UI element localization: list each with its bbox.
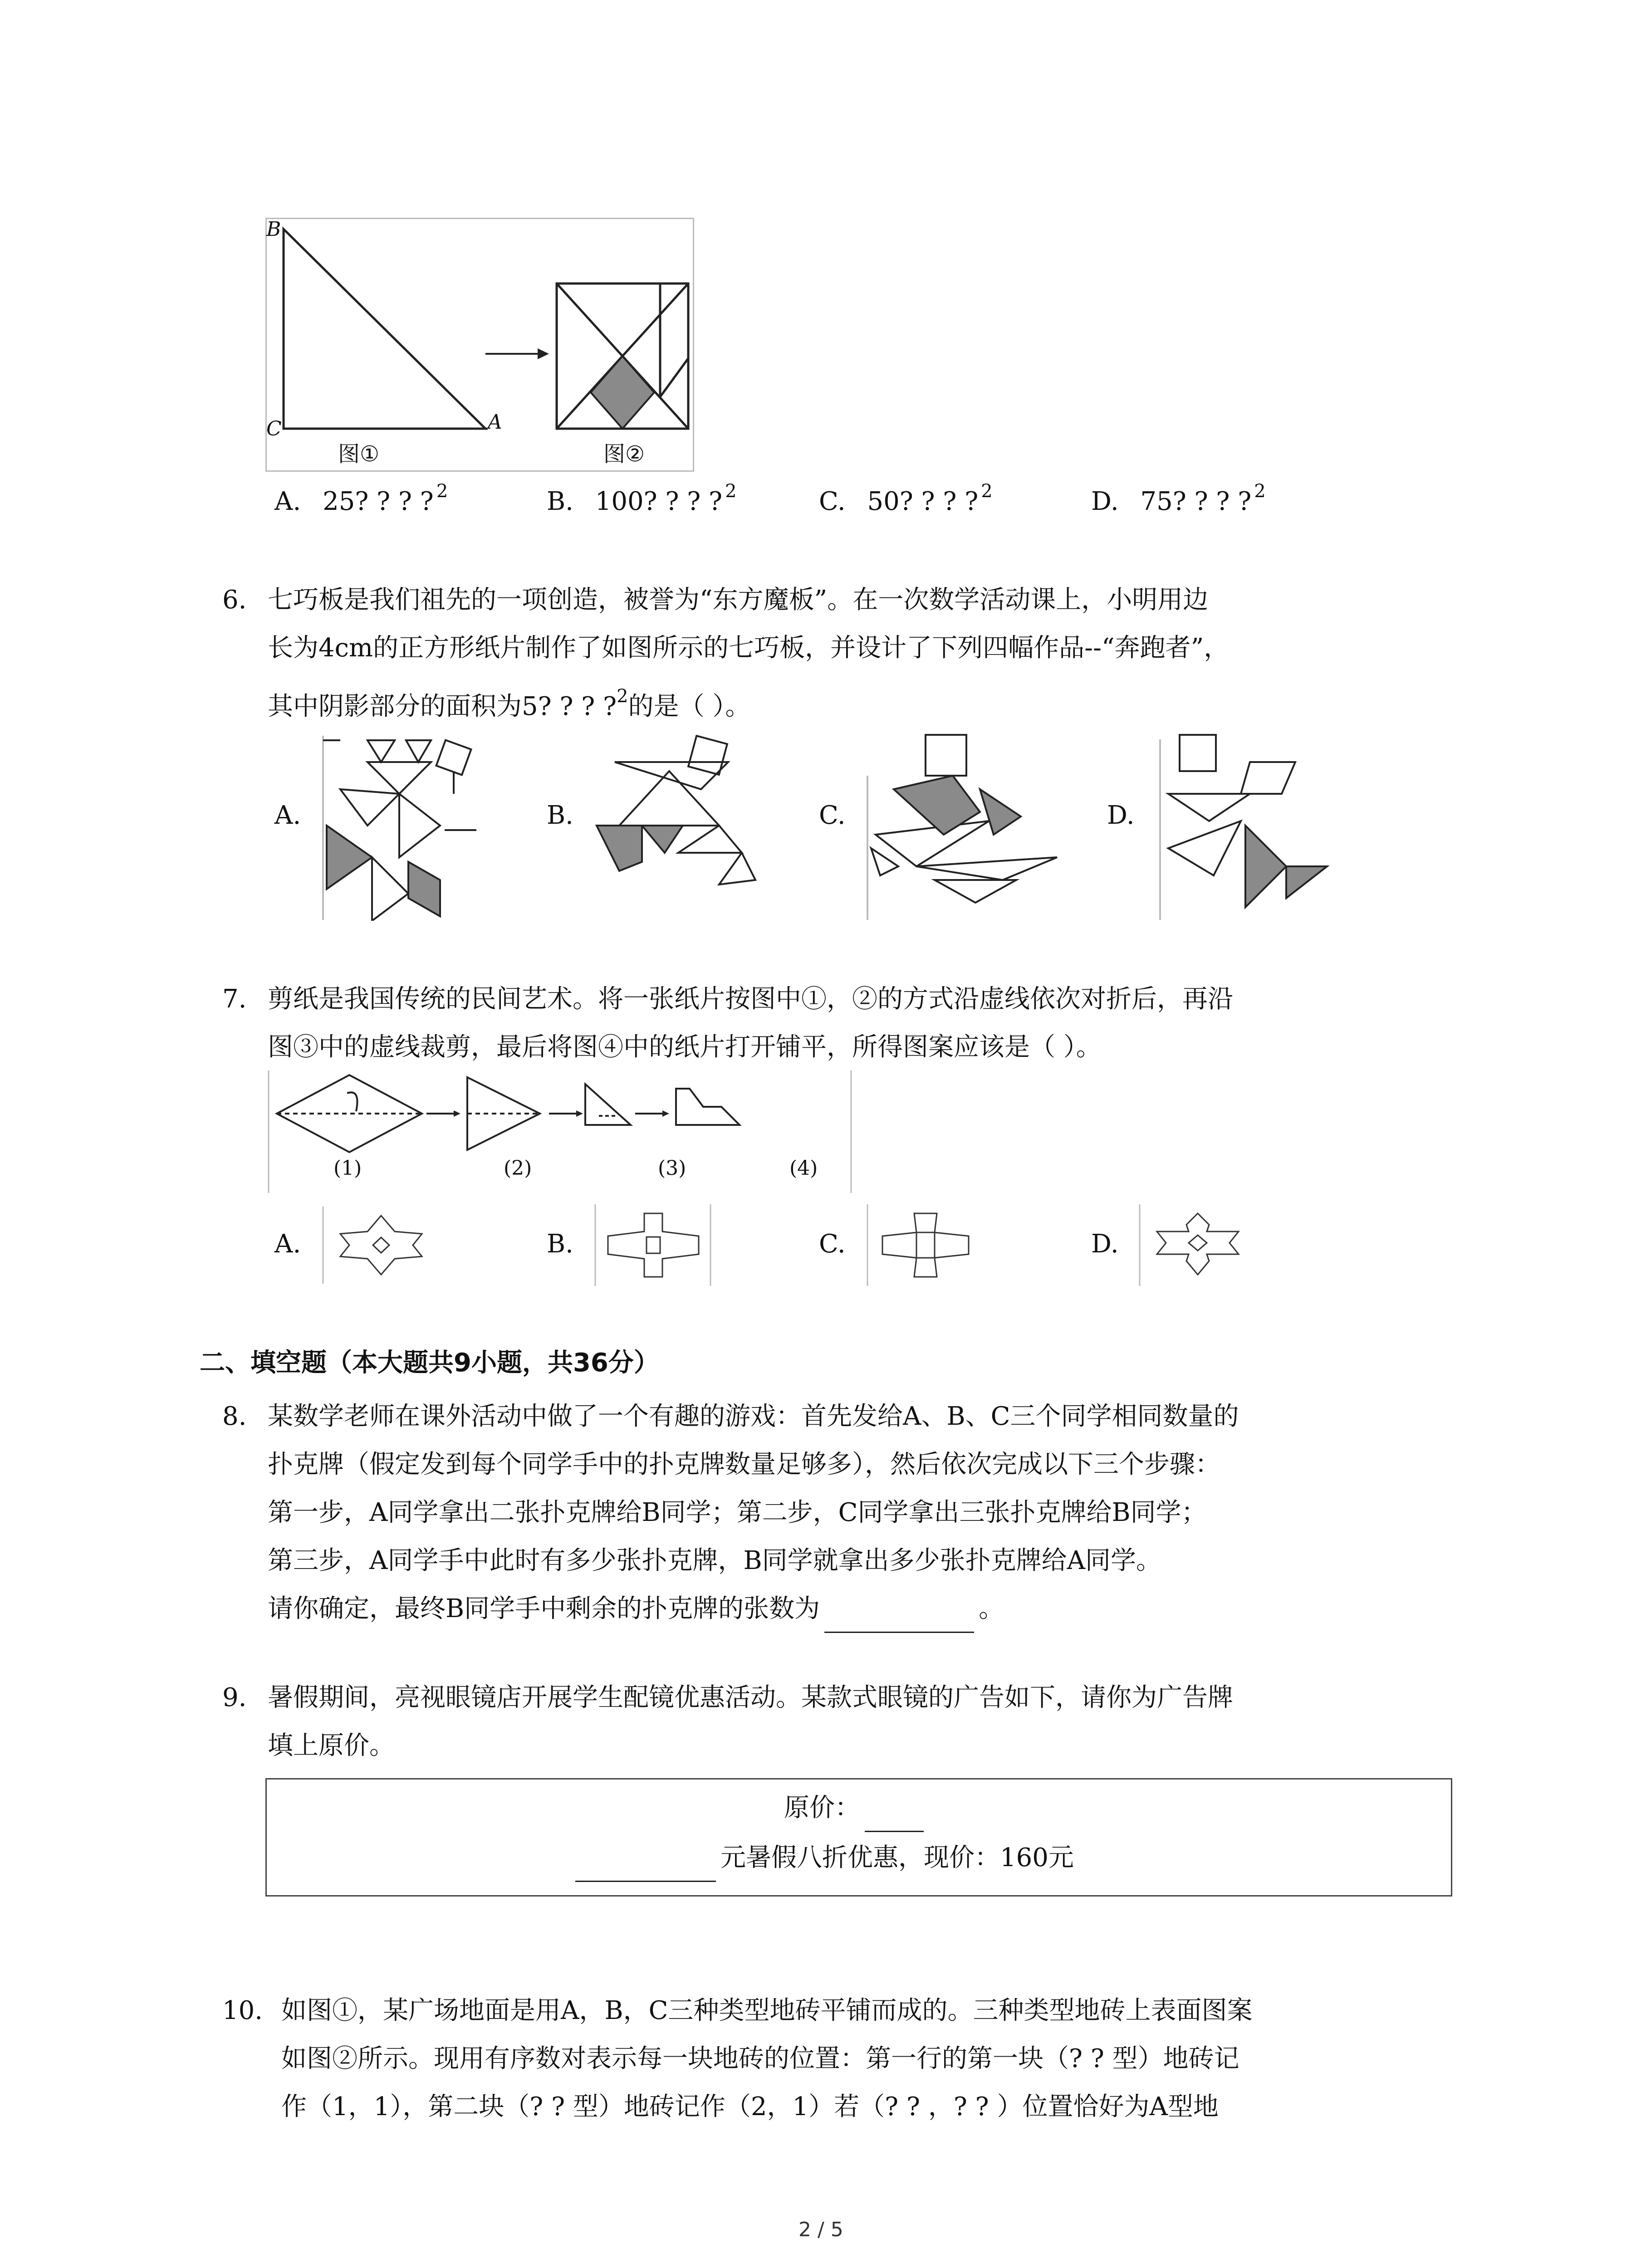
q7-step4-label: (4): [789, 1157, 818, 1180]
q5-fig1-caption: 图①: [338, 441, 380, 467]
q6-option-a-figure[interactable]: [322, 735, 495, 921]
q7-option-d-letter[interactable]: D.: [1091, 1229, 1119, 1259]
q8-line5-tail: 。: [979, 1594, 1004, 1623]
q6-number: 6.: [222, 585, 247, 615]
page-number: 2 / 5: [798, 2218, 843, 2241]
q6-line2: 长为4cm的正方形纸片制作了如图所示的七巧板，并设计了下列四幅作品--“奔跑者”，: [268, 633, 1230, 663]
q7-option-d-figure[interactable]: [1139, 1204, 1257, 1286]
q5-option-c-sup: 2: [981, 481, 993, 502]
q8-line5-text: 请你确定，最终B同学手中剩余的扑克牌的张数为: [268, 1594, 820, 1623]
q7-option-c-figure[interactable]: [867, 1204, 985, 1286]
q9-line1: 暑假期间，亮视眼镜店开展学生配镜优惠活动。某款式眼镜的广告如下，请你为广告牌: [268, 1683, 1233, 1712]
q5-fig2-caption: 图②: [603, 441, 645, 467]
q5-label-b: B: [266, 218, 281, 241]
q7-step2-label: (2): [504, 1157, 532, 1180]
q7-option-c-letter[interactable]: C.: [819, 1229, 846, 1259]
q6-option-d-letter[interactable]: D.: [1107, 801, 1135, 830]
q6-option-b-figure[interactable]: [592, 735, 769, 921]
q9-ad-blank-short[interactable]: [865, 1803, 924, 1832]
q6-line3: [268, 672, 750, 731]
q5-option-a-value: 25? ? ? ?: [323, 487, 434, 516]
q9-ad-board: [265, 1778, 1452, 1897]
q6-option-d-figure[interactable]: [1159, 730, 1341, 921]
q9-ad-original-label: 原价：: [784, 1793, 860, 1823]
q6-line3-sup: 2: [617, 686, 628, 707]
q7-steps-figure: [268, 1070, 853, 1193]
q5-label-c: C: [266, 417, 282, 440]
q9-line2: 填上原价。: [268, 1731, 395, 1760]
q5-option-c[interactable]: [819, 481, 993, 516]
q9-ad-line1: [784, 1784, 928, 1832]
q5-option-d-letter: D.: [1091, 487, 1119, 516]
q5-option-b-sup: 2: [725, 481, 737, 502]
q5-label-a: A: [488, 411, 502, 434]
q5-figure: [265, 218, 694, 472]
q10-line1: 如图①，某广场地面是用A，B，C三种类型地砖平铺而成的。三种类型地砖上表面图案: [281, 1996, 1253, 2025]
q6-option-c-letter[interactable]: C.: [819, 801, 846, 830]
q5-option-b-letter: B.: [547, 487, 573, 516]
q6-line3-text: 其中阴影部分的面积为5? ? ? ?: [268, 692, 617, 721]
q5-option-d-sup: 2: [1254, 481, 1266, 502]
q5-option-a[interactable]: [274, 481, 448, 516]
q5-option-c-value: 50? ? ? ?: [867, 487, 979, 516]
q5-option-b[interactable]: [547, 481, 737, 516]
q7-option-b-letter[interactable]: B.: [547, 1229, 573, 1259]
q6-line1: 七巧板是我们祖先的一项创造，被誉为“东方魔板”。在一次数学活动课上，小明用边: [268, 585, 1209, 615]
q8-number: 8.: [222, 1402, 247, 1431]
q5-option-c-letter: C.: [819, 487, 846, 516]
q8-line4: 第三步，A同学手中此时有多少张扑克牌，B同学就拿出多少张扑克牌给A同学。: [268, 1546, 1162, 1575]
q6-option-a-letter[interactable]: A.: [274, 801, 301, 830]
q9-ad-line2: [575, 1834, 1074, 1882]
q8-line3: 第一步，A同学拿出二张扑克牌给B同学；第二步，C同学拿出三张扑克牌给B同学；: [268, 1498, 1207, 1527]
q7-option-b-figure[interactable]: [594, 1204, 712, 1286]
q7-option-a-figure[interactable]: [322, 1207, 440, 1284]
q7-line2: 图③中的虚线裁剪，最后将图④中的纸片打开铺平，所得图案应该是（ ）。: [268, 1032, 1102, 1062]
q7-step1-label: (1): [333, 1157, 362, 1180]
q9-number: 9.: [222, 1683, 247, 1712]
q7-line1: 剪纸是我国传统的民间艺术。将一张纸片按图中①，②的方式沿虚线依次对折后，再沿: [268, 984, 1233, 1014]
q5-option-a-letter: A.: [274, 487, 301, 516]
q9-ad-price-blank[interactable]: [575, 1853, 716, 1882]
q8-line2: 扑克牌（假定发到每个同学手中的扑克牌数量足够多），然后依次完成以下三个步骤：: [268, 1450, 1220, 1479]
q5-option-b-value: 100? ? ? ?: [595, 487, 723, 516]
q8-line5: [268, 1585, 1004, 1633]
q10-line2: 如图②所示。现用有序数对表示每一块地砖的位置：第一行的第一块（? ? 型）地砖记: [281, 2044, 1239, 2073]
section2-title: 二、填空题（本大题共9小题，共36分）: [200, 1348, 659, 1378]
q8-answer-blank[interactable]: [824, 1603, 974, 1633]
q5-option-d-value: 75? ? ? ?: [1140, 487, 1252, 516]
q5-option-a-sup: 2: [436, 481, 448, 502]
q7-step3-label: (3): [658, 1157, 686, 1180]
q6-option-c-figure[interactable]: [867, 730, 1066, 921]
q6-line3-tail: 的是（ ）。: [628, 692, 751, 721]
q6-option-b-letter[interactable]: B.: [547, 801, 573, 830]
q8-line1: 某数学老师在课外活动中做了一个有趣的游戏：首先发给A、B、C三个同学相同数量的: [268, 1402, 1239, 1431]
q10-number: 10.: [222, 1996, 263, 2025]
q9-ad-discount-text: 元暑假八折优惠，现价：160元: [720, 1843, 1074, 1872]
q5-option-d[interactable]: [1091, 481, 1266, 516]
q10-line3: 作（1，1），第二块（? ? 型）地砖记作（2，1）若（? ? ，? ? ）位置恰好为A型地: [281, 2092, 1219, 2121]
q7-option-a-letter[interactable]: A.: [274, 1229, 301, 1259]
q7-number: 7.: [222, 984, 247, 1014]
